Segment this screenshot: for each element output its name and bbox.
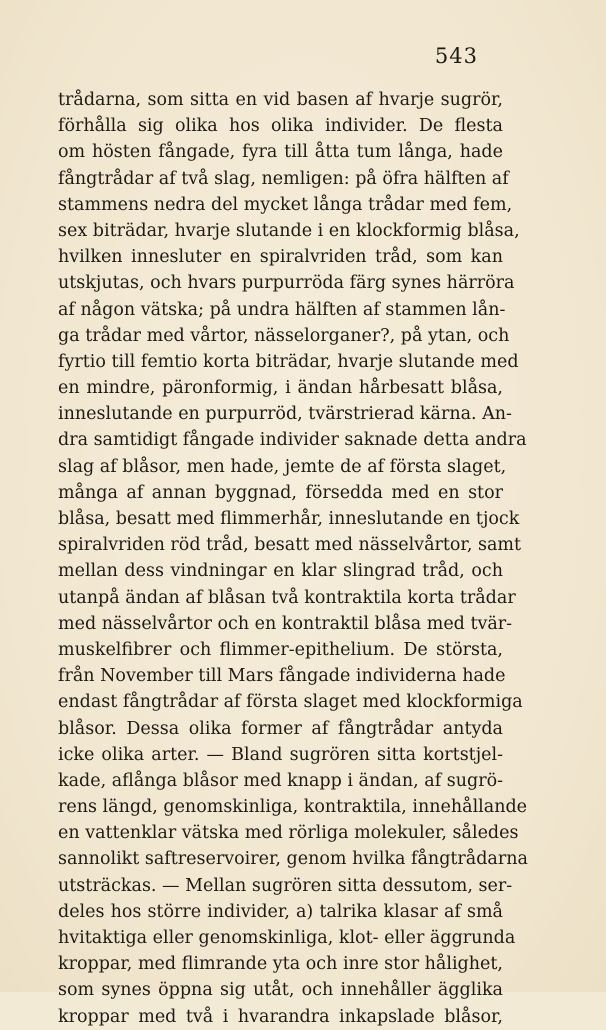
text-line: dra samtidigt fångade individer saknade detta andra: [58, 430, 527, 451]
text-line: rens längd, genomskinliga, kontraktila, innehållande: [58, 797, 528, 818]
text-line: kade, aflånga blåsor med knapp i ändan, af sugrö-: [58, 770, 504, 791]
text-line: sex biträdar, hvarje slutande i en klockformig blåsa,: [58, 220, 520, 241]
text-line: trådarna, som sitta en vid basen af hvarje sugrör,: [58, 90, 503, 110]
text-line: inneslutande en purpurröd, tvärstrierad kärna. An-: [58, 404, 512, 425]
text-line: med nässelvårtor och en kontraktil blåsa med tvär-: [58, 613, 513, 634]
text-line: från November till Mars fångade individerna hade: [58, 666, 506, 687]
text-line: hvilken innesluter en spiralvriden tråd, som kan: [58, 247, 503, 268]
text-line: mellan dess vindningar en klar slingrad tråd, och: [58, 561, 503, 582]
text-line: om hösten fångade, fyra till åtta tum långa, hade: [58, 142, 503, 163]
text-line: blåsa, besatt med flimmerhår, inneslutande en tjock: [58, 509, 520, 529]
text-line: många af annan byggnad, försedda med en stor: [58, 482, 503, 503]
text-line: spiralvriden röd tråd, besatt med nässelvårtor, samt: [58, 535, 522, 556]
text-line: blåsor. Dessa olika former af fångtrådar antyda: [58, 718, 503, 739]
text-line: en vattenklar vätska med rörliga molekuler, således: [58, 823, 519, 844]
text-line: icke olika arter. — Bland sugrören sitta kortstjel-: [58, 744, 503, 765]
text-line: kroppar med två i hvarandra inkapslade blåsor,: [58, 1006, 503, 1027]
text-line: muskelfibrer och flimmer-epithelium. De största,: [58, 639, 503, 660]
body-text: [58, 87, 528, 1030]
text-line: fångtrådar af två slag, nemligen: på öfra hälften af: [58, 168, 509, 189]
text-line: en mindre, päronformig, i ändan hårbesatt blåsa,: [58, 378, 503, 399]
text-line: förhålla sig olika hos olika individer. De flesta: [58, 116, 503, 137]
text-line: fyrtio till femtio korta biträdar, hvarje slutande med: [58, 351, 519, 372]
text-line: som synes öppna sig utåt, och innehåller ägglika: [58, 980, 503, 1001]
text-line: endast fångtrådar af första slaget med klockformiga: [58, 692, 523, 713]
text-line: deles hos större individer, a) talrika klasar af små: [58, 901, 503, 922]
text-line: af någon vätska; på undra hälften af stammen lån-: [58, 299, 506, 320]
page-number: 543: [434, 44, 478, 68]
text-line: utskjutas, och hvars purpurröda färg synes härröra: [58, 273, 515, 294]
text-line: kroppar, med flimrande yta och inre stor hålighet,: [58, 954, 503, 975]
text-line: utsträckas. — Mellan sugrören sitta dessutom, ser-: [58, 875, 513, 896]
text-line: ga trådar med vårtor, nässelorganer?, på ytan, och: [58, 325, 510, 346]
text-line: slag af blåsor, men hade, jemte de af första slaget,: [58, 456, 507, 477]
text-line: stammens nedra del mycket långa trådar med fem,: [58, 194, 513, 215]
text-line: utanpå ändan af blåsan två kontraktila korta trådar: [58, 587, 516, 608]
text-line: hvitaktiga eller genomskinliga, klot- eller äggrunda: [58, 928, 516, 948]
text-line: sannolikt saftreservoirer, genom hvilka fångtrådarna: [58, 849, 528, 870]
